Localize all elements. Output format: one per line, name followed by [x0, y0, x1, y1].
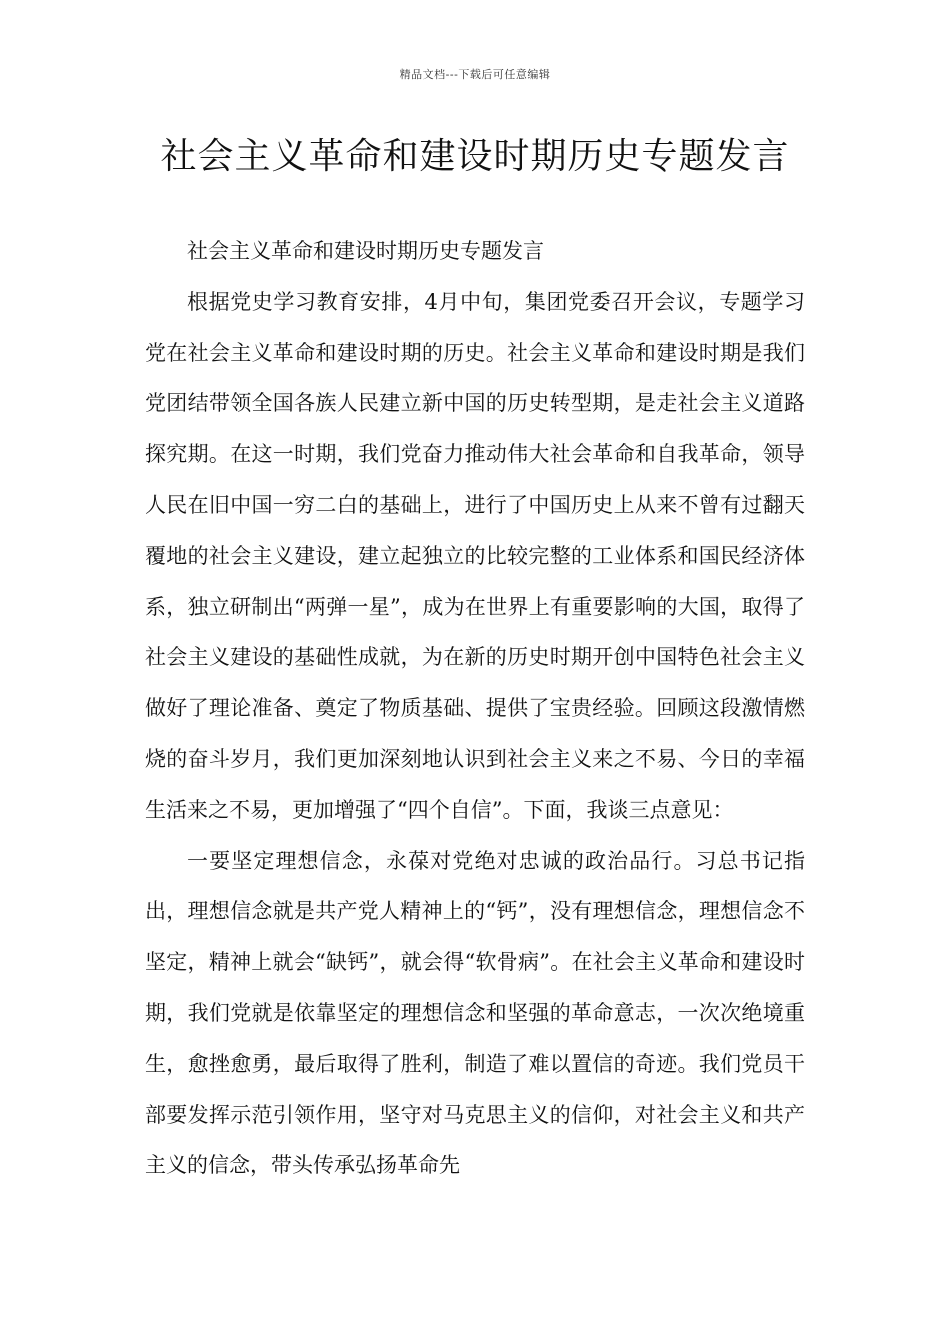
document-body [145, 226, 805, 1191]
document-title: 社会主义革命和建设时期历史专题发言 [160, 136, 790, 177]
paragraph-subtitle: 社会主义革命和建设时期历史专题发言 [187, 239, 544, 263]
paragraph-point-one: 一要坚定理想信念，永葆对党绝对忠诚的政治品行。习总书记指出，理想信念就是共产党人精神上的“钙”，没有理想信念，理想信念不坚定，精神上就会“缺钙”，就会得“软骨病”。在社会主义革命和建设时期，我们党就是依靠坚定的理想信念和坚强的革命意志，一次次绝境重生，愈挫愈勇，最后取得了胜利，制造了难以置信的奇迹。我们党员干部要发挥示范引领作用，坚守对马克思主义的信仰，对社会主义和共产主义的信念，带头传承弘扬革命先 [145, 848, 805, 1178]
header-note: 精品文档---下载后可任意编辑 [399, 68, 551, 81]
paragraph-intro: 根据党史学习教育安排，4月中旬，集团党委召开会议，专题学习党在社会主义革命和建设时期的历史。社会主义革命和建设时期是我们党团结带领全国各族人民建立新中国的历史转型期，是走社会主义道路探究期。在这一时期，我们党奋力推动伟大社会革命和自我革命，领导人民在旧中国一穷二白的基础上，进行了中国历史上从来不曾有过翻天覆地的社会主义建设，建立起独立的比较完整的工业体系和国民经济体系，独立研制出“两弹一星”，成为在世界上有重要影响的大国，取得了社会主义建设的基础性成就，为在新的历史时期开创中国特色社会主义做好了理论准备、奠定了物质基础、提供了宝贵经验。回顾这段激情燃烧的奋斗岁月，我们更加深刻地认识到社会主义来之不易、今日的幸福生活来之不易，更加增强了“四个自信”。下面，我谈三点意见： [145, 289, 805, 822]
